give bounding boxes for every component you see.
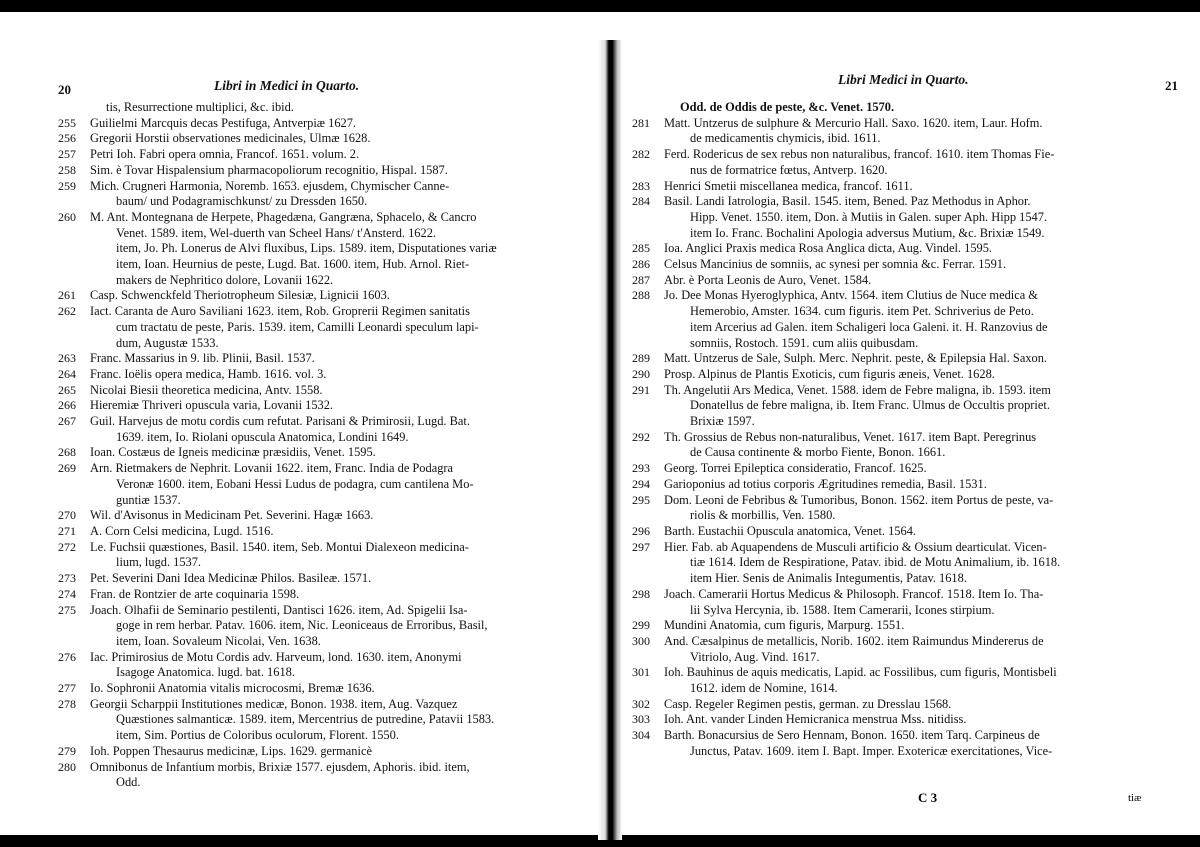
entry-line: Franc. Massarius in 9. lib. Plinii, Basil. 1537. — [90, 351, 315, 366]
entry-number: 299 — [632, 618, 650, 633]
catalog-entry — [632, 288, 1178, 351]
entry-line: Basil. Landi Iatrologia, Basil. 1545. item, Bened. Paz Methodus in Aphor. — [664, 194, 1031, 209]
catalog-entry — [632, 697, 1178, 713]
catalog-entry — [632, 351, 1178, 367]
catalog-entry — [632, 493, 1178, 524]
entry-line: Joach. Camerarii Hortus Medicus & Philosoph. Francof. 1518. Item Io. Tha- — [664, 586, 1044, 601]
entry-number: 284 — [632, 194, 650, 209]
entry-number: 257 — [58, 147, 76, 162]
entry-line: dum, Augustæ 1533. — [116, 335, 219, 350]
entry-line: Sim. è Tovar Hispalensium pharmacopoliorum recognitio, Hispal. 1587. — [90, 162, 448, 177]
entry-line: Hemerobio, Amster. 1634. cum figuris. item Pet. Schriverius de Peto. — [690, 304, 1034, 319]
entry-number: 260 — [58, 209, 76, 224]
entry-line: A. Corn Celsi medicina, Lugd. 1516. — [90, 523, 274, 538]
entry-number: 272 — [58, 539, 76, 554]
entry-number: 266 — [58, 398, 76, 413]
entry-line: Donatellus de febre maligna, ib. Item Franc. Ulmus de Occultis propriet. — [690, 398, 1050, 413]
entry-line: cum tractatu de peste, Paris. 1539. item, Camilli Leonardi speculum lapi- — [116, 319, 479, 334]
entry-line: Ioh. Ant. vander Linden Hemicranica menstrua Mss. nitidiss. — [664, 712, 967, 727]
entry-line: And. Cæsalpinus de metallicis, Norib. 1602. item Raimundus Mindererus de — [664, 633, 1044, 648]
entry-number: 285 — [632, 241, 650, 256]
right-page — [632, 72, 1178, 760]
entry-line: item Io. Franc. Bochalini Apologia adversus Mutium, &c. Brixiæ 1549. — [690, 225, 1045, 240]
catalog-entry — [632, 430, 1178, 461]
entry-line: Nicolai Biesii theoretica medicina, Antv. 1558. — [90, 382, 323, 397]
entry-number: 304 — [632, 728, 650, 743]
catalog-entry — [58, 210, 578, 289]
entry-number: 283 — [632, 178, 650, 193]
entry-line: Ioan. Costæus de Igneis medicinæ præsidiis, Venet. 1595. — [90, 445, 376, 460]
entry-number: 273 — [58, 571, 76, 586]
catalog-entry — [632, 383, 1178, 430]
entry-line: Vitriolo, Aug. Vind. 1617. — [690, 649, 820, 664]
entry-number: 278 — [58, 696, 76, 711]
entry-line: makers de Nephritico dolore, Lovanii 1622. — [116, 272, 334, 287]
entry-number: 264 — [58, 366, 76, 381]
entry-number: 300 — [632, 633, 650, 648]
entry-number: 267 — [58, 414, 76, 429]
entry-line: riolis & morbillis, Ven. 1580. — [690, 508, 836, 523]
entry-number: 255 — [58, 115, 76, 130]
entry-line: nus de formatrice fœtus, Antverp. 1620. — [690, 162, 888, 177]
catalog-entry — [58, 540, 578, 571]
entry-line: item Hier. Senis de Animalis Integumentis, Patav. 1618. — [690, 571, 967, 586]
entry-number: 261 — [58, 288, 76, 303]
entry-line: Veronæ 1600. item, Eobani Hessi Ludus de podagra, cum cantilena Mo- — [116, 476, 474, 491]
entry-number: 263 — [58, 351, 76, 366]
left-page — [58, 78, 578, 791]
catalog-entry — [58, 445, 578, 461]
catalog-entry — [58, 398, 578, 414]
entry-line: Franc. Ioëlis opera medica, Hamb. 1616. vol. 3. — [90, 366, 327, 381]
entry-line: Th. Grossius de Rebus non-naturalibus, Venet. 1617. item Bapt. Peregrinus — [664, 429, 1037, 444]
entry-line: Pet. Severini Dani Idea Medicinæ Philos. Basileæ. 1571. — [90, 571, 372, 586]
entry-line: Wil. d'Avisonus in Medicinam Pet. Severini. Hagæ 1663. — [90, 508, 374, 523]
entry-line: Petri Ioh. Fabri opera omnia, Francof. 1651. volum. 2. — [90, 147, 360, 162]
catalog-entry — [632, 587, 1178, 618]
entry-line: Th. Angelutii Ars Medica, Venet. 1588. idem de Febre maligna, ib. 1593. item — [664, 382, 1051, 397]
entry-line: Hipp. Venet. 1550. item, Don. à Mutiis in Galen. super Aph. Hipp 1547. — [690, 209, 1048, 224]
entry-line: Ferd. Rodericus de sex rebus non naturalibus, francof. 1610. item Thomas Fie- — [664, 147, 1055, 162]
catalog-entry — [632, 728, 1178, 759]
entry-line: Venet. 1589. item, Wel-duerth van Scheel Hans/ t'Ansterd. 1622. — [116, 225, 436, 240]
entry-number: 259 — [58, 178, 76, 193]
entry-number: 262 — [58, 304, 76, 319]
entry-line: baum/ und Podagramischkunst/ zu Dressden 1650. — [116, 194, 368, 209]
entry-number: 256 — [58, 131, 76, 146]
entry-number: 271 — [58, 523, 76, 538]
entry-number: 303 — [632, 712, 650, 727]
catalog-entry — [632, 179, 1178, 195]
catalog-entry — [58, 351, 578, 367]
catalog-entry — [58, 587, 578, 603]
catalog-entry — [632, 540, 1178, 587]
entry-number: 281 — [632, 115, 650, 130]
entry-line: Brixiæ 1597. — [690, 414, 755, 429]
entry-number: 277 — [58, 681, 76, 696]
entry-line: Prosp. Alpinus de Plantis Exoticis, cum figuris æneis, Venet. 1628. — [664, 366, 995, 381]
catalog-entry — [58, 147, 578, 163]
entry-line: 1639. item, Io. Riolani opuscula Anatomica, Londini 1649. — [116, 429, 409, 444]
catalog-entry — [58, 288, 578, 304]
entry-line: Quæstiones salmanticæ. 1589. item, Mercentrius de putredine, Patavii 1583. — [116, 712, 495, 727]
catalog-entry — [632, 524, 1178, 540]
catalog-entry — [58, 383, 578, 399]
entry-number: 297 — [632, 539, 650, 554]
entry-line: Georg. Torrei Epileptica consideratio, Francof. 1625. — [664, 461, 927, 476]
catalog-entry — [58, 414, 578, 445]
entry-number: 265 — [58, 382, 76, 397]
entry-number: 292 — [632, 429, 650, 444]
catalog-entry — [632, 712, 1178, 728]
entry-line: Ioa. Anglici Praxis medica Rosa Anglica dicta, Aug. Vindel. 1595. — [664, 241, 993, 256]
entry-number: 288 — [632, 288, 650, 303]
left-page-number: 20 — [58, 82, 71, 97]
catalog-entry — [58, 461, 578, 508]
catalog-entry — [632, 367, 1178, 383]
entry-line: Isagoge Anatomica. lugd. bat. 1618. — [116, 665, 295, 680]
left-page-header — [58, 78, 578, 100]
entry-number: 269 — [58, 461, 76, 476]
entry-line: lium, lugd. 1537. — [116, 555, 202, 570]
entry-line: Le. Fuchsii quæstiones, Basil. 1540. item, Seb. Montui Dialexeon medicina- — [90, 539, 469, 554]
catalog-entry — [58, 697, 578, 744]
entry-line: Mich. Crugneri Harmonia, Noremb. 1653. ejusdem, Chymischer Canne- — [90, 178, 450, 193]
entry-line: item, Ioan. Heurnius de peste, Lugd. Bat. 1600. item, Hub. Arnol. Riet- — [116, 257, 470, 272]
top-scan-border — [0, 0, 1200, 12]
catalog-entry — [632, 194, 1178, 241]
entry-line: Casp. Schwenckfeld Theriotropheum Silesiæ, Lignicii 1603. — [90, 288, 390, 303]
entry-line: Georgii Scharppii Institutiones medicæ, Bonon. 1938. item, Aug. Vazquez — [90, 696, 458, 711]
entry-number: 286 — [632, 257, 650, 272]
entry-line: item, Ioan. Sovaleum Nicolai, Ven. 1638. — [116, 633, 321, 648]
right-running-title: Libri Medici in Quarto. — [838, 72, 969, 87]
catalog-entry — [632, 618, 1178, 634]
entry-line: Casp. Regeler Regimen pestis, german. zu Dresslau 1568. — [664, 696, 952, 711]
catalog-entry — [58, 760, 578, 791]
catalog-entry — [58, 571, 578, 587]
entry-number: 293 — [632, 461, 650, 476]
catalog-entry — [58, 163, 578, 179]
entry-number: 279 — [58, 743, 76, 758]
entry-line: goge in rem herbar. Patav. 1606. item, Nic. Leoniceaus de Erroribus, Basil, — [116, 618, 488, 633]
catalog-entry — [632, 461, 1178, 477]
catchword: tiæ — [1128, 792, 1142, 804]
entry-line: Guilielmi Marcquis decas Pestifuga, Antverpiæ 1627. — [90, 115, 357, 130]
entry-line: Gregorii Horstii observationes medicinales, Ulmæ 1628. — [90, 131, 371, 146]
entry-line: M. Ant. Montegnana de Herpete, Phagedæna, Gangræna, Sphacelo, & Cancro — [90, 209, 477, 224]
continuation-text: tis, Resurrectione multiplici, &c. ibid. — [106, 100, 294, 114]
entry-number: 274 — [58, 586, 76, 601]
entry-line: Barth. Bonacursius de Sero Hennam, Bonon. 1650. item Tarq. Carpineus de — [664, 728, 1040, 743]
entry-number: 280 — [58, 759, 76, 774]
entry-line: Ioh. Poppen Thesaurus medicinæ, Lips. 1629. germanicè — [90, 743, 372, 758]
left-continuation-line — [58, 100, 578, 116]
entry-line: Iac. Primirosius de Motu Cordis adv. Harveum, lond. 1630. item, Anonymi — [90, 649, 462, 664]
entry-line: de Causa continente & morbo Fiente, Bonon. 1661. — [690, 445, 946, 460]
entry-line: Fran. de Rontzier de arte coquinaria 1598. — [90, 586, 300, 601]
catalog-entry — [58, 304, 578, 351]
entry-line: lii Sylva Hercynia, ib. 1588. Item Camerarii, Icones stirpium. — [690, 602, 995, 617]
entry-number: 291 — [632, 382, 650, 397]
entry-number: 275 — [58, 602, 76, 617]
entry-number: 268 — [58, 445, 76, 460]
entry-number: 258 — [58, 162, 76, 177]
entry-line: guntiæ 1537. — [116, 492, 181, 507]
entry-line: Matt. Untzerus de sulphure & Mercurio Hall. Saxo. 1620. item, Laur. Hofm. — [664, 115, 1043, 130]
entry-number: 289 — [632, 351, 650, 366]
entry-line: Barth. Eustachii Opuscula anatomica, Venet. 1564. — [664, 523, 916, 538]
entry-line: Omnibonus de Infantium morbis, Brixiæ 1577. ejusdem, Aphoris. ibid. item, — [90, 759, 470, 774]
catalog-entry — [58, 603, 578, 650]
entry-number: 276 — [58, 649, 76, 664]
signature-mark: C 3 — [918, 790, 938, 805]
catalog-entry — [58, 116, 578, 132]
right-page-number: 21 — [1165, 78, 1178, 93]
entry-line: Io. Sophronii Anatomia vitalis microcosmi, Bremæ 1636. — [90, 681, 375, 696]
entry-line: de medicamentis chymicis, ibid. 1611. — [690, 131, 881, 146]
entry-number: 290 — [632, 366, 650, 381]
catalog-entry — [632, 665, 1178, 696]
catalog-entry — [58, 508, 578, 524]
catalog-entry — [58, 681, 578, 697]
entry-line: Dom. Leoni de Febribus & Tumoribus, Bonon. 1562. item Portus de peste, va- — [664, 492, 1054, 507]
entry-number: 282 — [632, 147, 650, 162]
entry-number: 287 — [632, 272, 650, 287]
entry-line: Mundini Anatomia, cum figuris, Marpurg. 1551. — [664, 618, 905, 633]
entry-line: Henrici Smetii miscellanea medica, francof. 1611. — [664, 178, 913, 193]
entry-number: 301 — [632, 665, 650, 680]
catalog-entry — [58, 179, 578, 210]
catalog-entry — [632, 477, 1178, 493]
entry-line: Hieremiæ Thriveri opuscula varia, Lovanii 1532. — [90, 398, 334, 413]
catalog-entry — [58, 367, 578, 383]
entry-line: Iact. Caranta de Auro Saviliani 1623. item, Rob. Groprerii Regimen sanitatis — [90, 304, 470, 319]
book-gutter — [598, 40, 622, 840]
right-continuation-line — [632, 100, 1178, 116]
entry-line: Guil. Harvejus de motu cordis cum refutat. Parisani & Primirosii, Lugd. Bat. — [90, 414, 470, 429]
catalog-entry — [632, 116, 1178, 147]
entry-line: Jo. Dee Monas Hyeroglyphica, Antv. 1564. item Clutius de Nuce medica & — [664, 288, 1038, 303]
entry-line: item Arcerius ad Galen. item Schaligeri loca Galeni. it. H. Ranzovius de — [690, 319, 1048, 334]
entry-number: 296 — [632, 523, 650, 538]
entry-line: Abr. è Porta Leonis de Auro, Venet. 1584. — [664, 272, 872, 287]
entry-line: Ioh. Bauhinus de aquis medicatis, Lapid. ac Fossilibus, cum figuris, Montisbeli — [664, 665, 1057, 680]
left-running-title: Libri in Medici in Quarto. — [214, 78, 360, 93]
catalog-entry — [632, 241, 1178, 257]
entry-line: Matt. Untzerus de Sale, Sulph. Merc. Nephrit. peste, & Epilepsia Hal. Saxon. — [664, 351, 1047, 366]
catalog-entry — [58, 131, 578, 147]
entry-line: Celsus Mancinius de somniis, ac synesi per somnia &c. Ferrar. 1591. — [664, 257, 1007, 272]
right-entry-list — [632, 116, 1178, 760]
entry-line: Joach. Olhafii de Seminario pestilenti, Dantisci 1626. item, Ad. Spigelii Isa- — [90, 602, 468, 617]
catalog-entry — [58, 744, 578, 760]
entry-line: Garioponius ad totius corporis Ægritudines remedia, Basil. 1531. — [664, 476, 987, 491]
entry-number: 302 — [632, 696, 650, 711]
entry-line: 1612. idem de Nomine, 1614. — [690, 681, 838, 696]
entry-number: 270 — [58, 508, 76, 523]
catalog-entry — [58, 524, 578, 540]
catalog-entry — [632, 257, 1178, 273]
entry-line: Hier. Fab. ab Aquapendens de Musculi artificio & Ossium dearticulat. Vicen- — [664, 539, 1047, 554]
catalog-entry — [632, 147, 1178, 178]
entry-line: item, Sim. Portius de Coloribus oculorum, Florent. 1550. — [116, 728, 399, 743]
entry-number: 295 — [632, 492, 650, 507]
entry-line: item, Jo. Ph. Lonerus de Alvi fluxibus, Lips. 1589. item, Disputationes variæ — [116, 241, 497, 256]
entry-line: tiæ 1614. Idem de Respiratione, Patav. ibid. de Motu Animalium, ib. 1618. — [690, 555, 1061, 570]
entry-line: Arn. Rietmakers de Nephrit. Lovanii 1622. item, Franc. India de Podagra — [90, 461, 454, 476]
left-entry-list — [58, 116, 578, 791]
entry-line: somniis, Rostoch. 1591. cum aliis quibusdam. — [690, 335, 919, 350]
catalog-entry — [632, 273, 1178, 289]
catalog-entry — [632, 634, 1178, 665]
entry-number: 298 — [632, 586, 650, 601]
right-page-header — [632, 72, 1178, 100]
entry-line: Junctus, Patav. 1609. item I. Bapt. Imper. Exotericæ exercitationes, Vice- — [690, 743, 1053, 758]
continuation-text: Odd. de Oddis de peste, &c. Venet. 1570. — [680, 100, 895, 114]
catalog-entry — [58, 650, 578, 681]
entry-line: Odd. — [116, 775, 141, 790]
entry-number: 294 — [632, 476, 650, 491]
